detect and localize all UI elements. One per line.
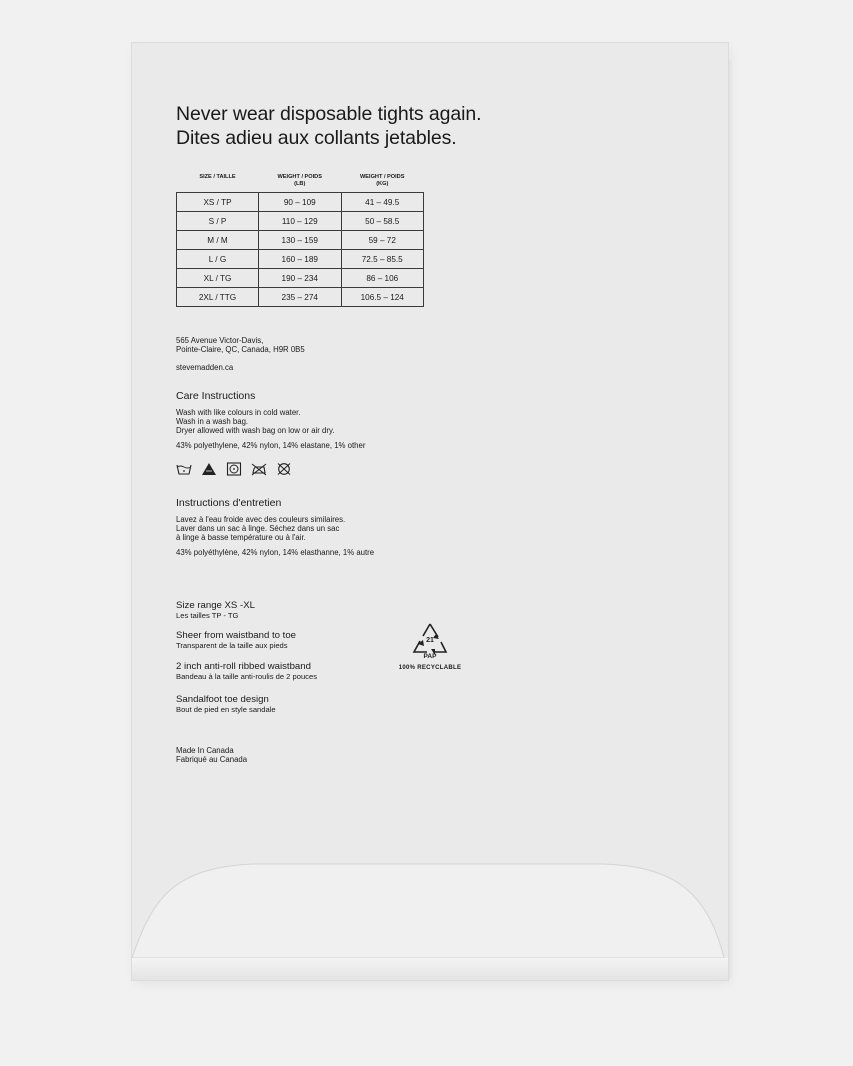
care-instructions-body — [176, 408, 334, 436]
wash-cold-icon — [176, 462, 192, 476]
care-line: Laver dans un sac à linge. Séchez dans un sac — [176, 524, 340, 534]
care-instructions-fr-title: Instructions d'entretien — [176, 497, 282, 509]
made-in — [176, 746, 247, 764]
cell-lb: 235 – 274 — [259, 288, 342, 307]
made-in-en: Made In Canada — [176, 746, 234, 755]
feature-fr: Bandeau à la taille anti-roulis de 2 pouces — [176, 672, 317, 681]
cell-size: XS / TP — [177, 193, 259, 212]
cell-lb: 90 – 109 — [259, 193, 342, 212]
table-row — [177, 269, 424, 288]
header-weight-lb: WEIGHT / POIDS (LB) — [277, 174, 322, 187]
cell-lb: 160 – 189 — [259, 250, 342, 269]
address-line-1: 565 Avenue Victor-Davis, — [176, 336, 264, 345]
cell-lb: 110 – 129 — [259, 212, 342, 231]
size-chart-header — [177, 174, 424, 193]
no-dryclean-icon — [276, 462, 292, 476]
care-line: Lavez à l'eau froide avec des couleurs similaires. — [176, 515, 346, 524]
header-weight-kg: WEIGHT / POIDS (KG) — [360, 174, 405, 187]
headline — [176, 102, 481, 150]
headline-en: Never wear disposable tights again. — [176, 103, 482, 125]
recycle-material: PAP — [423, 653, 437, 660]
table-row — [177, 212, 424, 231]
cell-size: M / M — [177, 231, 259, 250]
cell-size: S / P — [177, 212, 259, 231]
recycle-code: 21 — [426, 637, 434, 644]
feature-en: Sheer from waistband to toe — [176, 630, 296, 641]
company-address — [176, 336, 305, 354]
made-in-fr: Fabriqué au Canada — [176, 755, 248, 765]
feature-item — [176, 661, 317, 681]
address-line-2: Pointe-Claire, QC, Canada, H9R 0B5 — [176, 345, 305, 355]
cell-kg: 59 – 72 — [341, 231, 424, 250]
cell-lb: 130 – 159 — [259, 231, 342, 250]
feature-fr: Transparent de la taille aux pieds — [176, 641, 288, 650]
care-line: à linge à basse température ou à l'air. — [176, 533, 306, 543]
feature-en: Sandalfoot toe design — [176, 694, 269, 705]
cell-size: XL / TG — [177, 269, 259, 288]
size-chart-table — [176, 174, 424, 307]
table-row — [177, 250, 424, 269]
feature-fr: Bout de pied en style sandale — [176, 705, 276, 714]
cell-lb: 190 – 234 — [259, 269, 342, 288]
no-iron-icon — [251, 462, 267, 476]
bleach-triangle-icon — [201, 462, 217, 476]
feature-en: 2 inch anti-roll ribbed waistband — [176, 661, 311, 672]
feature-item — [176, 600, 255, 620]
fiber-content-en: 43% polyethylene, 42% nylon, 14% elastane, 1% other — [176, 441, 366, 450]
feature-item — [176, 630, 296, 650]
cell-kg: 106.5 – 124 — [341, 288, 424, 307]
cell-kg: 86 – 106 — [341, 269, 424, 288]
tumble-dry-low-icon — [226, 462, 242, 476]
package-bottom-edge — [132, 958, 728, 980]
care-symbols — [176, 462, 292, 476]
table-row — [177, 231, 424, 250]
cell-size: 2XL / TTG — [177, 288, 259, 307]
care-instructions-title: Care Instructions — [176, 390, 256, 402]
cell-size: L / G — [177, 250, 259, 269]
care-line: Wash in a wash bag. — [176, 417, 249, 427]
feature-en: Size range XS -XL — [176, 600, 255, 611]
recycling-symbol — [395, 620, 465, 671]
care-line: Dryer allowed with wash bag on low or air dry. — [176, 426, 335, 436]
cell-kg: 50 – 58.5 — [341, 212, 424, 231]
cell-kg: 41 – 49.5 — [341, 193, 424, 212]
care-instructions-fr-body — [176, 515, 345, 543]
recycle-icon — [410, 620, 450, 660]
feature-item — [176, 694, 276, 714]
fiber-content-fr: 43% polyéthylène, 42% nylon, 14% elasthanne, 1% autre — [176, 548, 375, 557]
recyclable-label: 100% RECYCLABLE — [398, 665, 462, 671]
table-row — [177, 193, 424, 212]
header-size: SIZE / TAILLE — [199, 174, 236, 180]
package-flap — [132, 860, 728, 960]
headline-fr: Dites adieu aux collants jetables. — [176, 127, 457, 149]
feature-fr: Les tailles TP - TG — [176, 611, 239, 620]
website-url: stevemadden.ca — [176, 363, 234, 372]
table-row — [177, 288, 424, 307]
care-line: Wash with like colours in cold water. — [176, 408, 301, 417]
cell-kg: 72.5 – 85.5 — [341, 250, 424, 269]
